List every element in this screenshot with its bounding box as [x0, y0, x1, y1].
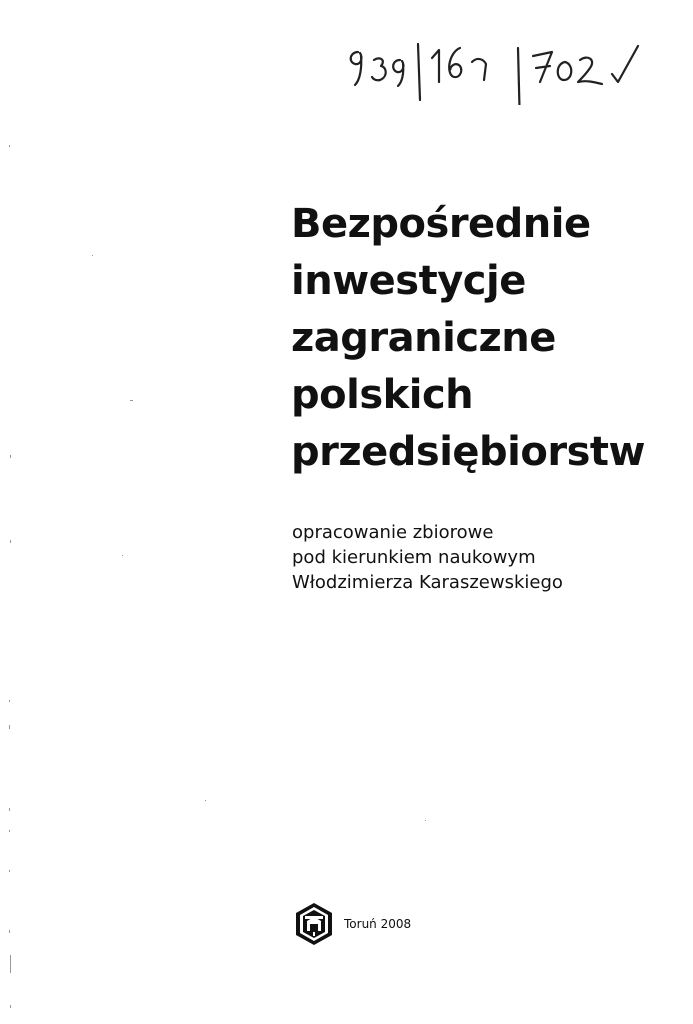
- editor-credit: [292, 520, 682, 595]
- subtitle-line: Włodzimierza Karaszewskiego: [292, 572, 563, 593]
- publisher-imprint: [294, 902, 411, 946]
- place-and-year: Toruń 2008: [344, 917, 412, 931]
- book-title: [291, 196, 681, 481]
- title-line: inwestycje: [291, 258, 526, 304]
- title-line: polskich: [291, 372, 474, 418]
- subtitle-line: pod kierunkiem naukowym: [292, 547, 536, 568]
- publisher-emblem-icon: [294, 902, 334, 946]
- handwritten-shelfmark: [340, 30, 660, 105]
- title-line: przedsiębiorstw: [291, 429, 645, 475]
- title-line: Bezpośrednie: [291, 201, 591, 247]
- title-line: zagraniczne: [291, 315, 556, 361]
- subtitle-line: opracowanie zbiorowe: [292, 522, 494, 543]
